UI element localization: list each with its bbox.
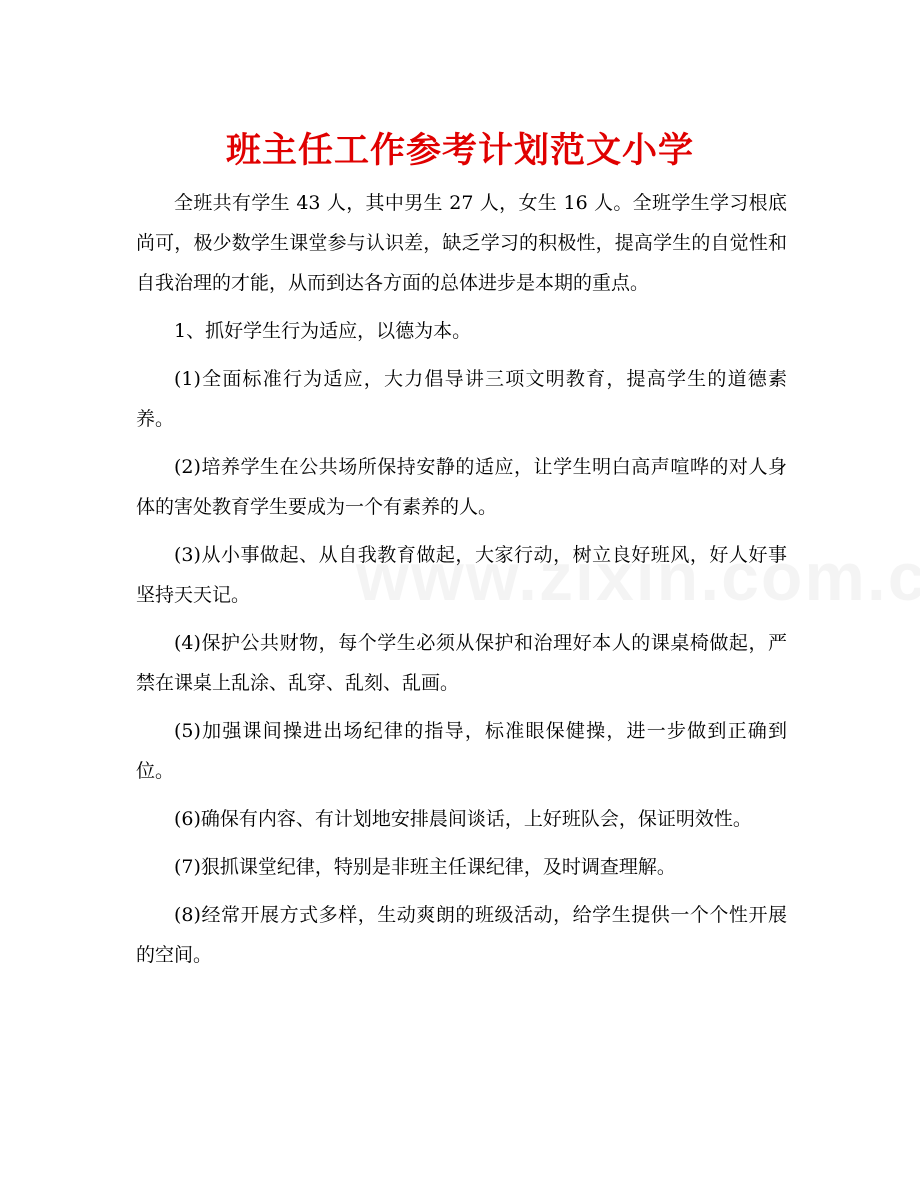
paragraph-item-7: (7)狠抓课堂纪律，特别是非班主任课纪律，及时调查理解。: [174, 856, 676, 878]
paragraph-intro: 全班共有学生 43 人，其中男生 27 人，女生 16 人。全班学生学习根底尚可，极少数学生课堂参与认识差，缺乏学习的积极性，提高学生的自觉性和自我治理的才能，从而到达各方面的总体进步是本期的重点。: [136, 192, 787, 294]
paragraph-section-1: 1、抓好学生行为适应，以德为本。: [174, 320, 472, 342]
paragraph-item-4: (4)保护公共财物，每个学生必须从保护和治理好本人的课桌椅做起，严禁在课桌上乱涂、乱穿、乱刻、乱画。: [136, 632, 787, 694]
paragraph-item-6: (6)确保有内容、有计划地安排晨间谈话，上好班队会，保证明效性。: [174, 808, 752, 830]
document-body: [136, 183, 787, 983]
paragraph-item-1: (1)全面标准行为适应，大力倡导讲三项文明教育，提高学生的道德素养。: [136, 368, 787, 430]
paragraph-item-2: (2)培养学生在公共场所保持安静的适应，让学生明白高声喧哗的对人身体的害处教育学生要成为一个有素养的人。: [136, 456, 787, 518]
paragraph-item-8: (8)经常开展方式多样，生动爽朗的班级活动，给学生提供一个个性开展的空间。: [136, 904, 787, 966]
paragraph-item-5: (5)加强课间操进出场纪律的指导，标准眼保健操，进一步做到正确到位。: [136, 720, 787, 782]
paragraph-item-3: (3)从小事做起、从自我教育做起，大家行动，树立良好班风，好人好事坚持天天记。: [136, 544, 787, 606]
document-title: 班主任工作参考计划范文小学: [225, 131, 694, 171]
